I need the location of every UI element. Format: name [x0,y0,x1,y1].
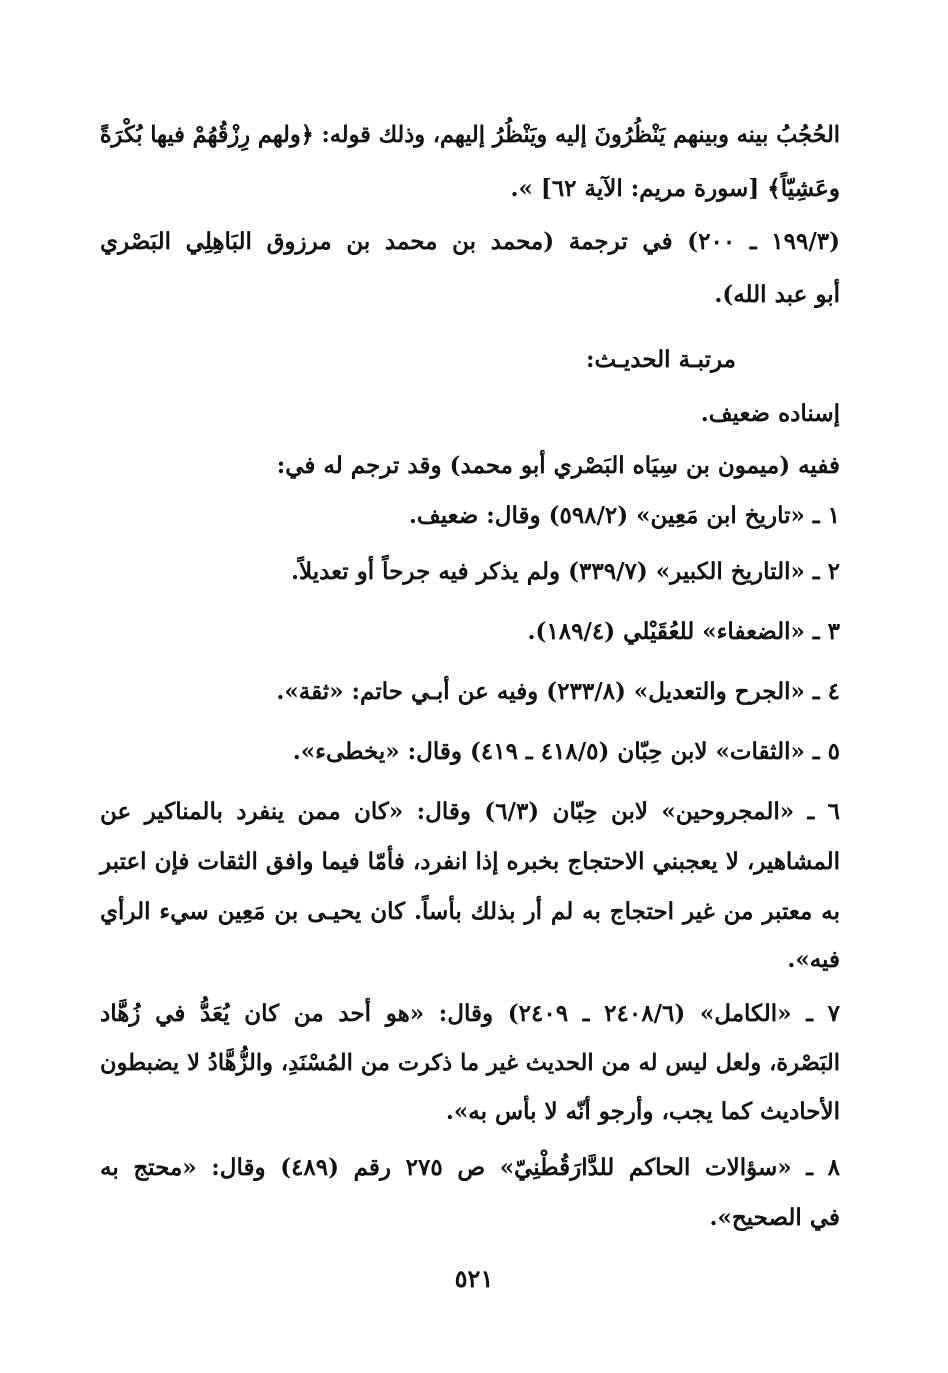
text-line: الحُجُبُ بينه وبينهم يَنْظُرُونَ إليه ويَنْظُرُ إليهم، وذلك قوله: ﴿ولهم رِزْقُهُمْ فيها بُكْرَةً [99,122,840,148]
page-number: ٥٢١ [454,1264,494,1293]
list-item-continuation: به معتبر من غير احتجاج به لم أر بذلك بأساً. كان يحيـى بن مَعِين سيء الرأي [100,898,840,925]
text-line: أبو عبد الله). [714,281,840,308]
list-item-continuation: الأحاديث كما يجب، وأرجو أنّه لا بأس به». [445,1098,840,1125]
list-item-continuation: المشاهير، لا يعجبني الاحتجاج بخبره إذا انفرد، فأمّا فيما وافق الثقات فإن اعتبر [100,848,840,875]
text-line: (١٩٩/٣ ـ ٢٠٠) في ترجمة (محمد بن محمد بن مرزوق البَاهِلِي البَصْري [100,228,840,255]
list-item-continuation: في الصحيح». [709,1204,840,1231]
list-item-continuation: البَصْرة، ولعل ليس له من الحديث غير ما ذكرت من المُسْنَدِ، والزُّهَّادُ لا يضبطون [100,1050,840,1076]
list-item: ١ ـ «تاريخ ابن مَعِين» (٥٩٨/٢) وقال: ضعيف. [408,502,840,529]
list-item: ٦ ـ «المجروحين» لابن حِبّان (٦/٣) وقال: «كان ممن ينفرد بالمناكير عن [100,798,840,825]
list-item: ٥ ـ «الثقات» لابن حِبّان (٤١٨/٥ ـ ٤١٩) وقال: «يخطىء». [292,738,840,765]
isnad-statement: إسناده ضعيف. [700,400,840,427]
list-item: ٢ ـ «التاريخ الكبير» (٣٣٩/٧) ولم يذكر فيه جرحاً أو تعديلاً. [290,558,840,585]
section-heading: مرتبـة الحديـث: [586,346,736,373]
list-item: ٣ ـ «الضعفاء» للعُقَيْلي (١٨٩/٤). [527,618,840,645]
list-item: ٧ ـ «الكامل» (٢٤٠٨/٦ ـ ٢٤٠٩) وقال: «هو أحد من كان يُعَدُّ في زُهَّاد [100,1000,840,1027]
list-item: ٨ ـ «سؤالات الحاكم للدَّارَقُطْنِيّ» ص ٢٧٥ رقم (٤٨٩) وقال: «محتج به [100,1154,841,1181]
list-item-continuation: فيه». [787,946,840,973]
intro-line: ففيه (ميمون بن سِيَاه البَصْري أبو محمد) وقد ترجم له في: [276,452,840,479]
text-line: وعَشِيّاً﴾ [سورة مريم: الآية ٦٢] ». [510,175,840,202]
list-item: ٤ ـ «الجرح والتعديل» (٢٣٣/٨) وفيه عن أبـي حاتم: «ثقة». [276,678,840,705]
